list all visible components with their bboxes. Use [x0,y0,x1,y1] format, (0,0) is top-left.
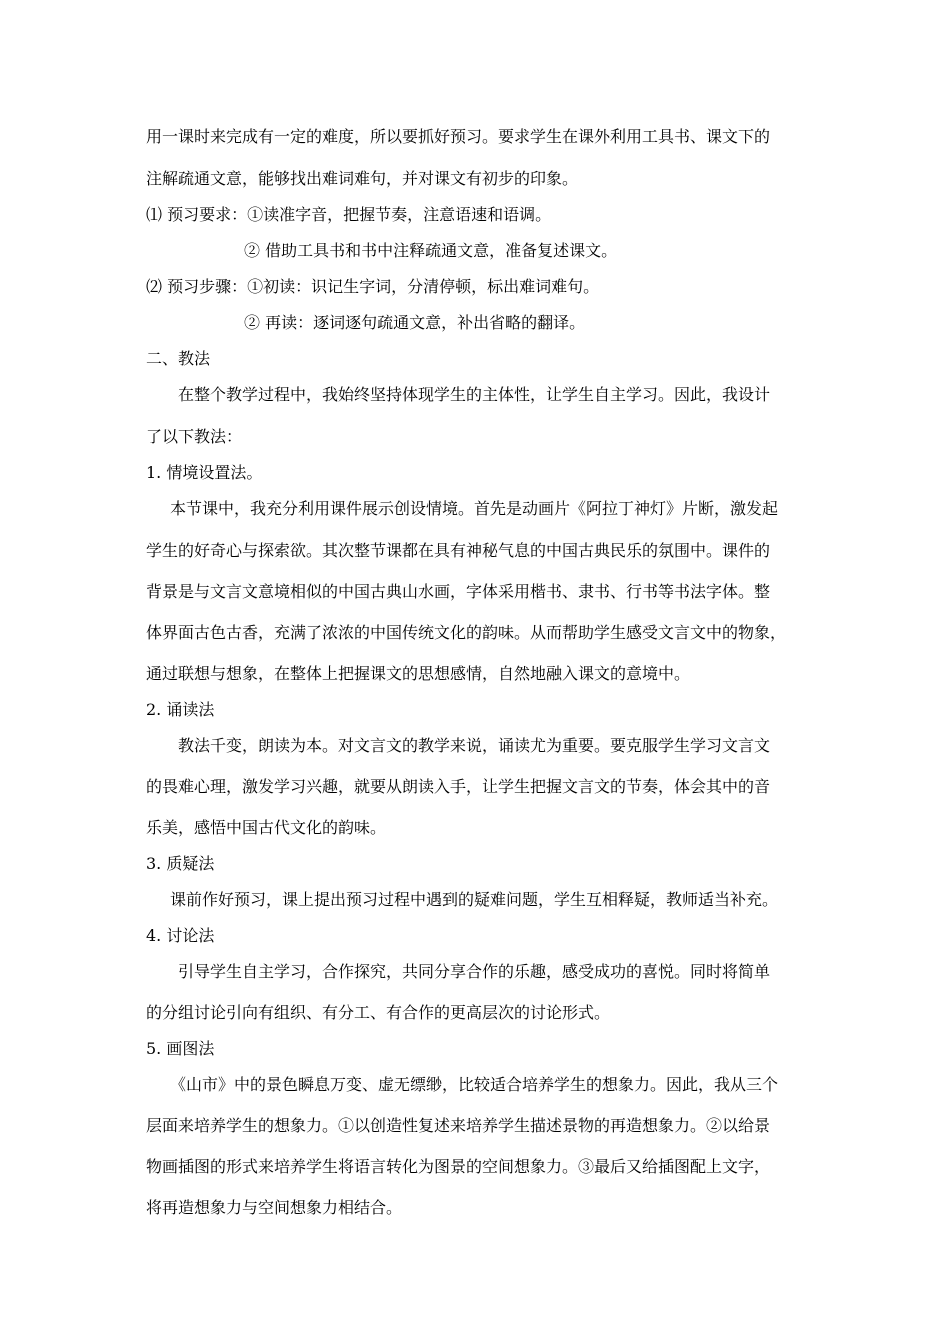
paragraph-line: 的畏难心理，激发学习兴趣，就要从朗读入手，让学生把握文言文的节奏，体会其中的音 [146,777,771,796]
paragraph-line: 的分组讨论引向有组织、有分工、有合作的更高层次的讨论形式。 [146,1003,611,1022]
paragraph-line: 教法千变，朗读为本。对文言文的教学来说，诵读尤为重要。要克服学生学习文言文 [178,736,771,755]
paragraph-line: 了以下教法： [146,427,243,446]
paragraph-line: 体界面古色古香，充满了浓浓的中国传统文化的韵味。从而帮助学生感受文言文中的物象， [146,623,787,642]
paragraph-line: 本节课中，我充分利用课件展示创设情境。首先是动画片《阿拉丁神灯》片断，激发起 [170,499,779,518]
method-heading: 2. 诵读法 [146,700,215,719]
paragraph-line: 课前作好预习，课上提出预习过程中遇到的疑难问题，学生互相释疑，教师适当补充。 [170,890,779,909]
paragraph-line: 《山市》中的景色瞬息万变、虚无缥缈，比较适合培养学生的想象力。因此，我从三个 [170,1075,779,1094]
paragraph-line: 将再造想象力与空间想象力相结合。 [146,1198,403,1217]
preview-steps-line: ⑵ 预习步骤：①初读：识记生字词，分清停顿，标出难词难句。 [146,277,600,296]
paragraph-line: 用一课时来完成有一定的难度，所以要抓好预习。要求学生在课外利用工具书、课文下的 [146,127,771,146]
paragraph-line: 物画插图的形式来培养学生将语言转化为图景的空间想象力。③最后又给插图配上文字， [146,1157,771,1176]
method-heading: 1. 情境设置法。 [146,463,263,482]
paragraph-line: 层面来培养学生的想象力。①以创造性复述来培养学生描述景物的再造想象力。②以给景 [146,1116,771,1135]
preview-requirements-line: ② 借助工具书和书中注释疏通文意，准备复述课文。 [244,241,618,260]
paragraph-line: 通过联想与想象，在整体上把握课文的思想感情，自然地融入课文的意境中。 [146,664,691,683]
preview-steps-line: ② 再读：逐词逐句疏通文意，补出省略的翻译。 [244,313,586,332]
preview-requirements-line: ⑴ 预习要求：①读准字音，把握节奏，注意语速和语调。 [146,205,552,224]
paragraph-line: 引导学生自主学习，合作探究，共同分享合作的乐趣，感受成功的喜悦。同时将简单 [178,962,771,981]
method-heading: 3. 质疑法 [146,854,215,873]
paragraph-line: 在整个教学过程中，我始终坚持体现学生的主体性，让学生自主学习。因此，我设计 [178,385,771,404]
paragraph-line: 学生的好奇心与探索欲。其次整节课都在具有神秘气息的中国古典民乐的氛围中。课件的 [146,541,771,560]
paragraph-line: 乐美，感悟中国古代文化的韵味。 [146,818,387,837]
paragraph-line: 注解疏通文意，能够找出难词难句，并对课文有初步的印象。 [146,169,579,188]
paragraph-line: 背景是与文言文意境相似的中国古典山水画，字体采用楷书、隶书、行书等书法字体。整 [146,582,771,601]
method-heading: 4. 讨论法 [146,926,215,945]
section-heading: 二、教法 [146,349,211,368]
method-heading: 5. 画图法 [146,1039,215,1058]
